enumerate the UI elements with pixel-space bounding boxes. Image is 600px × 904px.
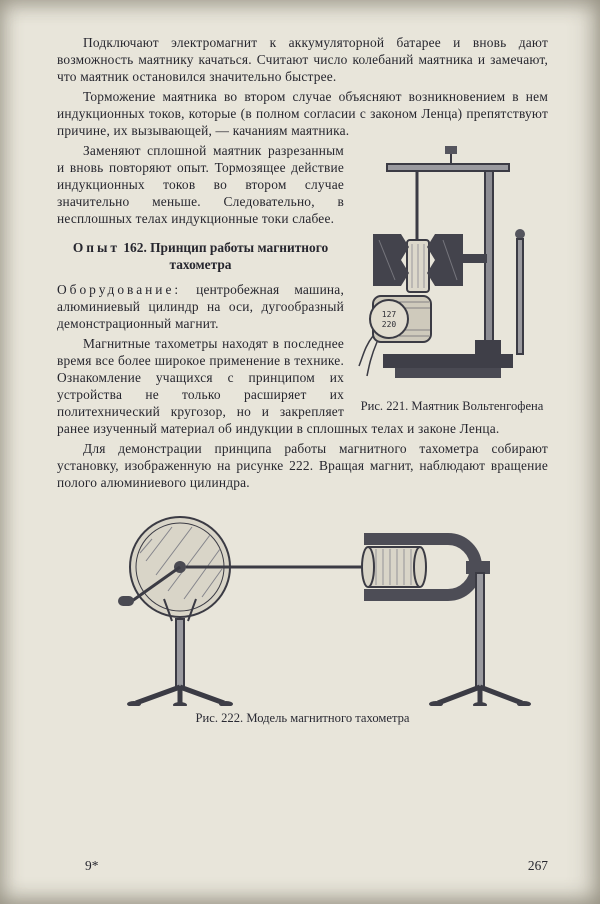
figure-221-caption: Рис. 221. Маятник Вольтенгофена: [360, 399, 544, 413]
paragraph-braking: Торможение маятника во втором случае объясняют возникновением в нем индукционных токов, которые (в полном согласии с законом Ленца) препятствуют причине, их вызывающей, — качаниям маятника.: [57, 89, 548, 138]
page-number: 267: [527, 858, 548, 873]
magnetic-tachometer-illustration: [68, 501, 538, 706]
signature-mark: 9*: [85, 858, 99, 873]
right-stand: [429, 561, 531, 706]
figure-221: [356, 144, 548, 414]
pendulum-plate: [407, 171, 429, 292]
experiment-label: Опыт: [72, 240, 120, 255]
paragraph-tachometers: Магнитные тахометры находят в последнее время все более широкое применение в технике. Ознакомление учащихся с принципом их устройства не только расширяет их политехнический кругозор, но и закрепляет ранее изученный материал об индукции в сплошных телах и законе Ленца.: [57, 336, 500, 436]
stand-top-knob-icon: [445, 146, 457, 164]
experiment-title: 162. Принцип работы магнитного тахометра: [123, 240, 329, 272]
paragraph-battery: Подключают электромагнит к аккумуляторной батарее и вновь дают возможность маятнику качаться. Считают число колебаний маятника и замечают, что маятник остановился значительно быстрее.: [57, 35, 548, 84]
paragraph-split-pendulum: Заменяют сплошной маятник разрезанным и вновь повторяют опыт. Тормозящее действие индукционных токов во втором случае значительно меньше. Следовательно, в несплошных телах индукционные токи слабее.: [57, 143, 344, 226]
equipment-list: центробежная машина, алюминиевый цилиндр на оси, дугообразный демонстрационный магнит.: [57, 282, 344, 331]
page-footer: [57, 858, 548, 874]
stand-top-bar: [387, 164, 509, 171]
voltage-label-127: 127: [381, 310, 397, 319]
stand-base: [383, 340, 513, 378]
equipment-label: Оборудование:: [57, 282, 182, 297]
voltage-label-220: 220: [381, 320, 397, 329]
stand-side-rod: [517, 239, 523, 354]
waltenhofen-pendulum-illustration: [357, 144, 547, 394]
paragraph-demonstration: Для демонстрации принципа работы магнитного тахометра собирают установку, изображенную на рисунке 222. Вращая магнит, наблюдают вращение полого алюминиевого цилиндра.: [57, 441, 548, 490]
figure-222-caption: Рис. 222. Модель магнитного тахометра: [195, 711, 410, 725]
aluminium-cylinder: [362, 547, 426, 587]
figure-222: [57, 501, 548, 726]
